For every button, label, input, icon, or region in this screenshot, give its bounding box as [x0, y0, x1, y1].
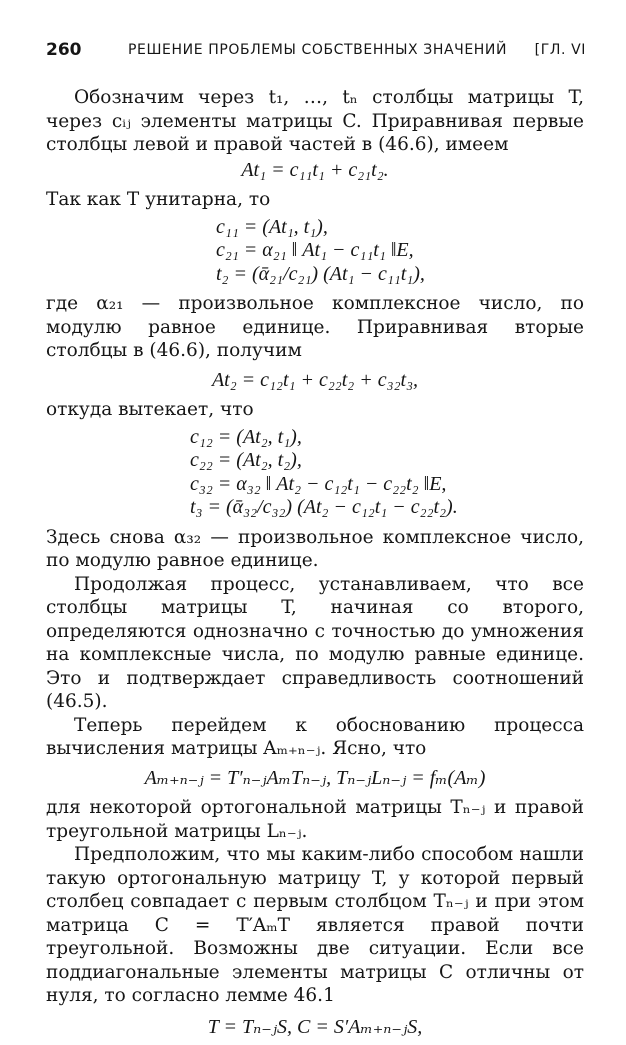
running-title: РЕШЕНИЕ ПРОБЛЕМЫ СОБСТВЕННЫХ ЗНАЧЕНИЙ: [128, 42, 508, 58]
paragraph-5: Здесь снова α₃₂ — произвольное комплексное число, по модулю равное единице.: [46, 526, 584, 571]
running-header: [46, 40, 586, 64]
paragraph-1: Обозначим через t₁, …, tₙ столбцы матрицы T, через cᵢⱼ элементы матрицы C. Приравнивая первые столбцы левой и правой частей в (46.6), имеем: [46, 87, 584, 155]
equation-2-line: c₁₁ = (At₁, t₁),: [216, 215, 328, 238]
equation-block-4: [46, 426, 584, 520]
equation-6: T = Tₙ₋ⱼS, C = S′Aₘ₊ₙ₋ⱼS,: [207, 1015, 423, 1038]
equation-4-line: c₃₂ = α₃₂ ‖ At₂ − c₁₂t₁ − c₂₂t₂ ‖E,: [190, 472, 447, 495]
equation-2-line: c₂₁ = α₂₁ ‖ At₁ − c₁₁t₁ ‖E,: [216, 239, 414, 261]
paragraph-9: Предположим, что мы каким-либо способом нашли такую ортогональную матрицу T, у которой первый столбец совпадает с первым столбцом Tₙ₋ⱼ и при этом матрица C = T′AₘT является правой почти треугольной. Возможны две ситуации. Если все поддиагональные элементы матрицы C отличны от нуля, то согласно лемме 46.1: [46, 844, 584, 1006]
paragraph-3: где α₂₁ — произвольное комплексное число, по модулю равное единице. Приравнивая вторые столбцы в (46.6), получим: [46, 293, 584, 361]
equation-4-line: c₂₂ = (At₂, t₂),: [190, 449, 302, 471]
equation-block-2: [46, 216, 584, 287]
paragraph-7: Теперь перейдем к обоснованию процесса вычисления матрицы Aₘ₊ₙ₋ⱼ. Ясно, что: [46, 714, 584, 759]
equation-1: At₁ = c₁₁t₁ + c₂₁t₂.: [241, 158, 389, 181]
paragraph-8: для некоторой ортогональной матрицы Tₙ₋ⱼ и правой треугольной матрицы Lₙ₋ⱼ.: [46, 797, 584, 842]
equation-5: Aₘ₊ₙ₋ⱼ = T′ₙ₋ⱼAₘTₙ₋ⱼ, Tₙ₋ⱼLₙ₋ⱼ = fₘ(Aₘ): [144, 766, 486, 789]
page-body: [46, 86, 584, 1045]
equation-4-line: c₁₂ = (At₂, t₁),: [190, 425, 302, 448]
paragraph-6: Продолжая процесс, устанавливаем, что все столбцы матрицы T, начиная со второго, определяются однозначно с точностью до умножения на комплексные числа, по модулю равные единице. Это и подтверждает справедливость соотношений (46.5).: [46, 573, 584, 712]
paragraph-4: откуда вытекает, что: [46, 399, 254, 420]
equation-3: At₂ = c₁₂t₁ + c₂₂t₂ + c₃₂t₃,: [211, 368, 419, 391]
equation-4-line: t₃ = (ᾱ₃₂/c₃₂) (At₂ − c₁₂t₁ − c₂₂t₂).: [190, 496, 458, 518]
page-number: 260: [46, 40, 82, 60]
chapter-label: [ГЛ. VI: [534, 42, 586, 58]
paragraph-2: Так как T унитарна, то: [46, 189, 271, 210]
equation-2-line: t₂ = (ᾱ₂₁/c₂₁) (At₁ − c₁₁t₁),: [216, 262, 425, 285]
